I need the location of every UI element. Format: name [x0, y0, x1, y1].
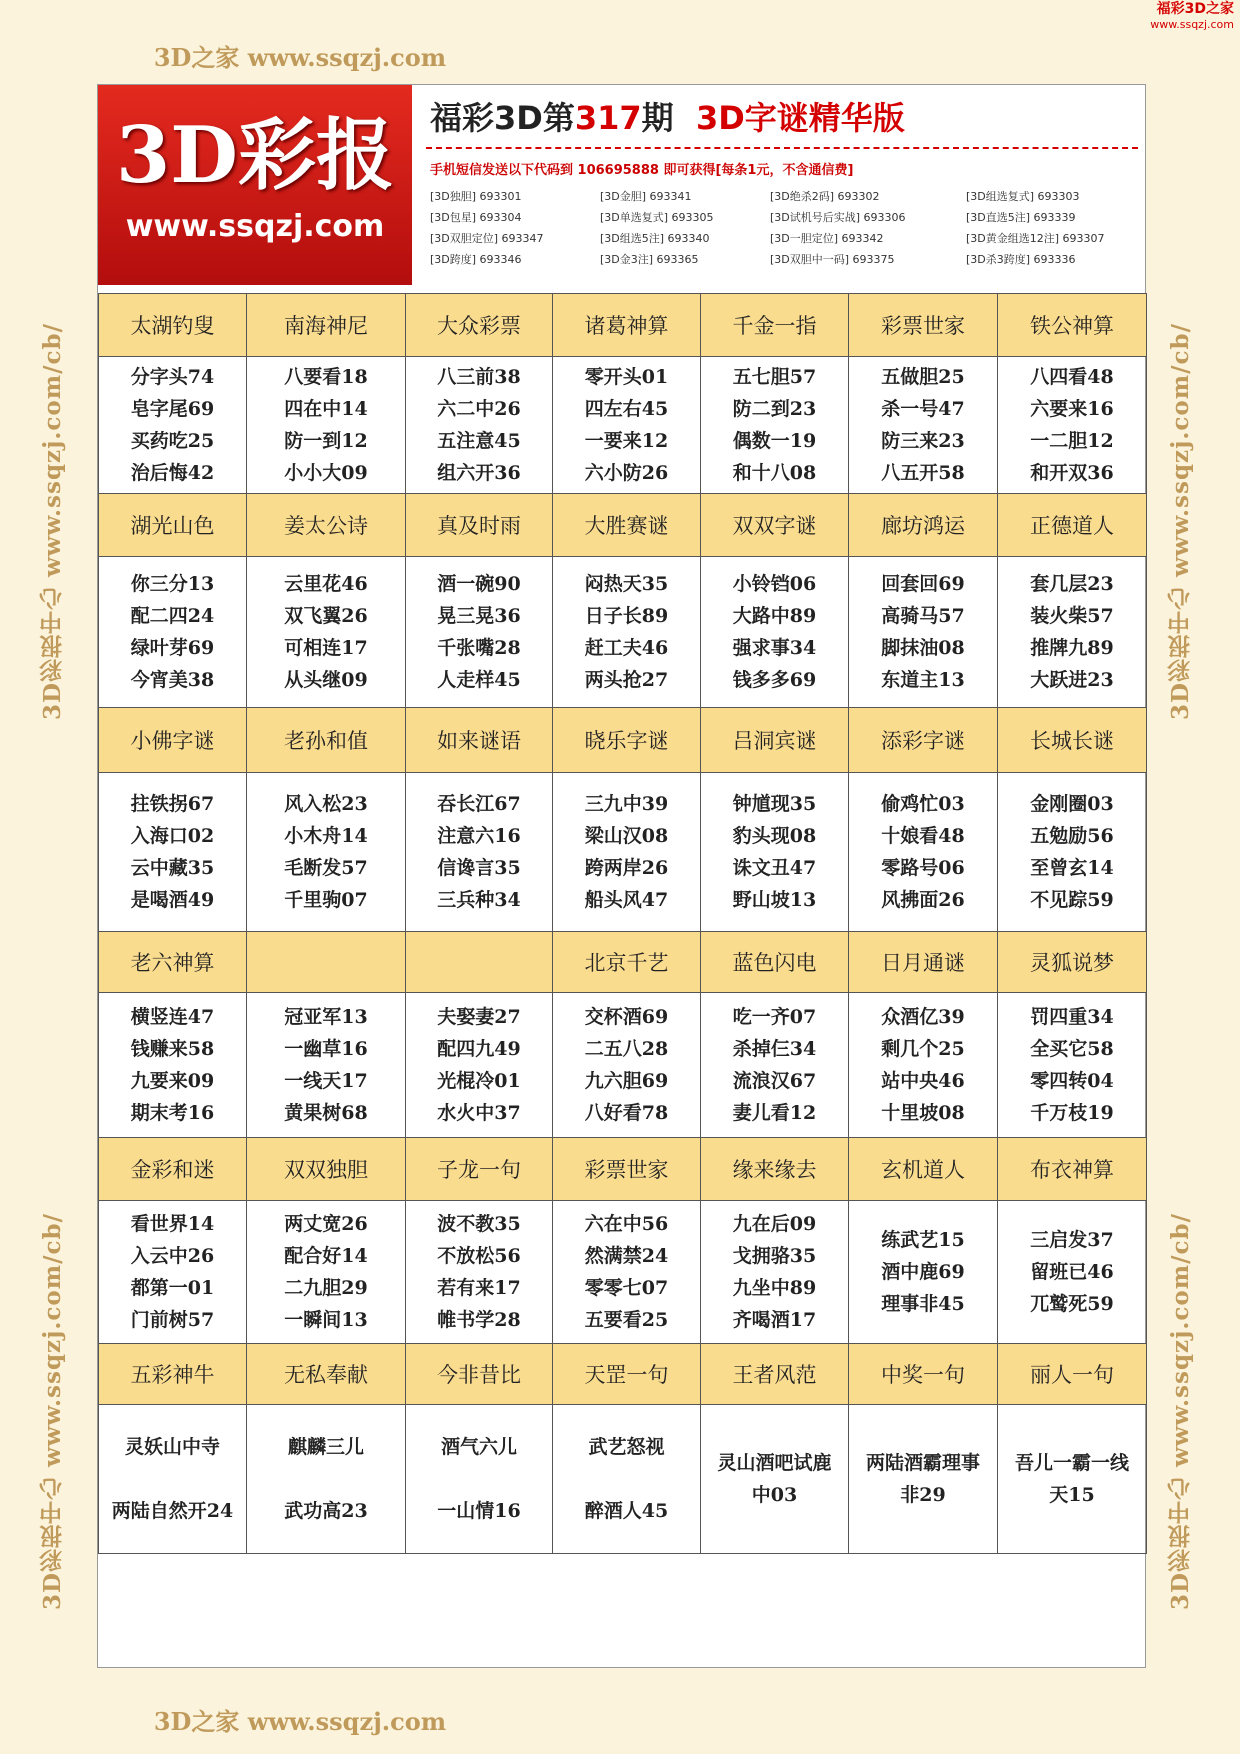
prediction-line: 八四看48: [1030, 366, 1114, 388]
prediction-line: 从头继09: [284, 669, 368, 691]
prediction-cell: [406, 993, 553, 1138]
prediction-line: 站中央46: [881, 1070, 965, 1092]
prediction-line: 帷书学28: [437, 1309, 521, 1331]
section-header-row: [99, 932, 1147, 993]
prediction-line: 闷热天35: [584, 573, 669, 595]
prediction-line: 练武艺15: [881, 1229, 965, 1251]
prediction-line: 推牌九89: [1030, 637, 1114, 659]
prediction-line: 豹头现08: [732, 825, 817, 847]
prediction-line: 钱多多69: [732, 669, 817, 691]
sms-code: [3D双胆中一码] 693375: [770, 253, 895, 266]
sms-code: [3D金胆] 693341: [600, 190, 692, 203]
column-header: 姜太公诗: [247, 494, 406, 557]
issue-number: 317: [574, 99, 642, 137]
prediction-line: 船头风47: [584, 889, 669, 911]
prediction-line: 脚抹油08: [881, 637, 965, 659]
corner-url: www.ssqzj.com: [1150, 18, 1234, 31]
column-header: 蓝色闪电: [701, 932, 849, 993]
prediction-line: 千万枝19: [1030, 1102, 1114, 1124]
prediction-line: 五要看25: [584, 1309, 669, 1331]
prediction-cell: [247, 993, 406, 1138]
column-header: 正德道人: [998, 494, 1147, 557]
prediction-line: 看世界14: [130, 1213, 215, 1235]
column-header: 五彩神牛: [99, 1344, 247, 1405]
prediction-line: 钱赚来58: [130, 1038, 215, 1060]
watermark-bottom: 3D之家 www.ssqzj.com: [153, 1707, 447, 1736]
prediction-line: 夫娶妻27: [437, 1006, 521, 1028]
column-header: 玄机道人: [849, 1138, 998, 1201]
spacer: [247, 1463, 405, 1495]
sms-code: [3D直选5注] 693339: [966, 211, 1076, 224]
column-header: 金彩和迷: [99, 1138, 247, 1201]
prediction-line: 交杯酒69: [584, 1006, 669, 1028]
prediction-line: 九在后09: [732, 1213, 817, 1235]
prediction-line: 酒气六儿: [440, 1436, 517, 1458]
sms-code: [3D双胆定位] 693347: [430, 232, 544, 245]
prediction-cell: [849, 993, 998, 1138]
prediction-line: 风拂面26: [881, 889, 965, 911]
column-header: 铁公神算: [998, 294, 1147, 357]
column-header: 丽人一句: [998, 1344, 1147, 1405]
prediction-line: 分字头74: [130, 366, 215, 388]
prediction-line: 买药吃25: [130, 430, 215, 452]
prediction-line: 齐喝酒17: [732, 1309, 817, 1331]
prediction-line: 横竖连47: [130, 1006, 215, 1028]
prediction-cell: [99, 557, 247, 708]
prediction-line: 双飞翼26: [284, 605, 368, 627]
prediction-cell: [701, 1201, 849, 1344]
prediction-line: 钟馗现35: [732, 793, 817, 815]
prediction-line: 九六胆69: [584, 1070, 669, 1092]
sms-code: [3D独胆] 693301: [430, 190, 522, 203]
prediction-line: 兀鹫死59: [1030, 1293, 1114, 1315]
prediction-line: 酒一碗90: [437, 573, 521, 595]
prediction-line: 二九胆29: [284, 1277, 368, 1299]
prediction-line: 戈拥骆35: [732, 1245, 817, 1267]
watermark-top: 3D之家 www.ssqzj.com: [153, 43, 447, 72]
column-header: 布衣神算: [998, 1138, 1147, 1201]
prediction-line: 五注意45: [437, 430, 521, 452]
column-header: 南海神尼: [247, 294, 406, 357]
prediction-line: 十娘看48: [881, 825, 965, 847]
prediction-line: 杀掉仨34: [732, 1038, 817, 1060]
prediction-line: 小木舟14: [284, 825, 368, 847]
prediction-cell: [553, 1405, 701, 1554]
prediction-line: 零路号06: [881, 857, 965, 879]
prediction-line: 配合好14: [284, 1245, 368, 1267]
column-header: [247, 932, 406, 993]
prediction-line: 武功高23: [284, 1500, 368, 1522]
prediction-cell: [998, 557, 1147, 708]
prediction-line: 强求事34: [732, 637, 817, 659]
prediction-cell: [247, 1201, 406, 1344]
prediction-line: 拄铁拐67: [130, 793, 215, 815]
prediction-line: 注意六16: [437, 825, 521, 847]
prediction-cell: [553, 773, 701, 932]
prediction-line: 光棍冷01: [437, 1070, 521, 1092]
section-header-row: [99, 294, 1147, 357]
corner-brand: [1150, 2, 1234, 32]
prediction-cell: [849, 773, 998, 932]
prediction-line: 六在中56: [584, 1213, 669, 1235]
prediction-row: [99, 773, 1147, 932]
prediction-line: 是喝酒49: [130, 889, 215, 911]
sms-code-list: [430, 188, 1138, 267]
column-header: 湖光山色: [99, 494, 247, 557]
prediction-line: 防二到23: [732, 398, 817, 420]
header: [426, 85, 1138, 285]
prediction-line: 你三分13: [130, 573, 215, 595]
prediction-line: 和开双36: [1030, 462, 1114, 484]
prediction-line: 东道主13: [881, 669, 965, 691]
prediction-line: 吃一齐07: [732, 1006, 817, 1028]
prediction-cell: [99, 1201, 247, 1344]
prediction-line: 四左右45: [584, 398, 669, 420]
prediction-cell: [701, 357, 849, 494]
prediction-line: 小小大09: [284, 462, 368, 484]
prediction-row: [99, 357, 1147, 494]
prediction-line: 罚四重34: [1030, 1006, 1114, 1028]
prediction-line: 零零七07: [584, 1277, 669, 1299]
prediction-line: 毛断发57: [284, 857, 368, 879]
prediction-line: 大路中89: [732, 605, 817, 627]
prediction-line: 偶数一19: [732, 430, 817, 452]
column-header: 吕洞宾谜: [701, 708, 849, 773]
title-mid: 期: [641, 99, 674, 137]
prediction-line: 至曾玄14: [1030, 857, 1114, 879]
prediction-line: 三九中39: [584, 793, 669, 815]
prediction-line: 大跃进23: [1030, 669, 1114, 691]
prediction-line: 零开头01: [584, 366, 669, 388]
prediction-line: 入海口02: [130, 825, 215, 847]
column-header: 子龙一句: [406, 1138, 553, 1201]
prediction-cell: [99, 993, 247, 1138]
column-header: 彩票世家: [849, 294, 998, 357]
prediction-cell: [406, 357, 553, 494]
prediction-cell: [247, 773, 406, 932]
prediction-line: 不见踪59: [1030, 889, 1114, 911]
column-header: 双双字谜: [701, 494, 849, 557]
prediction-line: 零四转04: [1030, 1070, 1114, 1092]
spacer: [406, 1463, 552, 1495]
prediction-cell: [406, 773, 553, 932]
column-header: 廊坊鸿运: [849, 494, 998, 557]
prediction-line: 回套回69: [881, 573, 965, 595]
column-header: 北京千艺: [553, 932, 701, 993]
section-header-row: [99, 1138, 1147, 1201]
prediction-line: 留班已46: [1030, 1261, 1114, 1283]
prediction-line: 九坐中89: [732, 1277, 817, 1299]
prediction-cell: [998, 993, 1147, 1138]
prediction-line: 绿叶芽69: [130, 637, 215, 659]
watermark-left-2: 3D彩报中心 www.ssqzj.com/cb/: [39, 1213, 66, 1610]
prediction-cell: [998, 357, 1147, 494]
column-header: 诸葛神算: [553, 294, 701, 357]
prediction-cell: [553, 1201, 701, 1344]
prediction-line: 三兵种34: [437, 889, 521, 911]
sms-code: [3D包星] 693304: [430, 211, 522, 224]
prediction-line: 三启发37: [1030, 1229, 1114, 1251]
prediction-cell: [247, 357, 406, 494]
prediction-row: [99, 1201, 1147, 1344]
prediction-cell: [849, 1405, 998, 1554]
prediction-line: 高骑马57: [881, 605, 965, 627]
corner-brand-name: 福彩3D之家: [1156, 1, 1234, 17]
prediction-line: 六二中26: [437, 398, 521, 420]
prediction-line: 流浪汉67: [732, 1070, 817, 1092]
prediction-cell: [406, 1405, 553, 1554]
prediction-line: 六小防26: [584, 462, 669, 484]
sms-code: [3D跨度] 693346: [430, 253, 522, 266]
column-header: 大胜赛谜: [553, 494, 701, 557]
prediction-line: 一幽草16: [284, 1038, 368, 1060]
watermark-right-1: 3D彩报中心 www.ssqzj.com/cb/: [1167, 323, 1194, 720]
prediction-line: 两陆酒霸理事非29: [865, 1452, 980, 1506]
prediction-line: 五做胆25: [881, 366, 965, 388]
sms-code: [3D黄金组选12注] 693307: [966, 232, 1105, 245]
column-header: 缘来缘去: [701, 1138, 849, 1201]
column-header: 中奖一句: [849, 1344, 998, 1405]
newspaper-frame: [97, 84, 1146, 1668]
section-header-row: [99, 708, 1147, 773]
prediction-line: 信谗言35: [437, 857, 521, 879]
prediction-line: 波不教35: [437, 1213, 521, 1235]
prediction-line: 冠亚军13: [284, 1006, 368, 1028]
prediction-line: 人走样45: [437, 669, 521, 691]
prediction-line: 一线天17: [284, 1070, 368, 1092]
prediction-line: 小铃铛06: [732, 573, 817, 595]
prediction-line: 防三来23: [881, 430, 965, 452]
column-header: 日月通谜: [849, 932, 998, 993]
prediction-line: 吾儿一霸一线天15: [1014, 1452, 1129, 1506]
watermark-left-1: 3D彩报中心 www.ssqzj.com/cb/: [39, 323, 66, 720]
prediction-line: 灵山酒吧试鹿中03: [717, 1452, 832, 1506]
prediction-line: 酒中鹿69: [881, 1261, 965, 1283]
column-header: 天罡一句: [553, 1344, 701, 1405]
watermark-right-2: 3D彩报中心 www.ssqzj.com/cb/: [1167, 1213, 1194, 1610]
title-prefix: 福彩3D第: [430, 99, 575, 137]
prediction-cell: [247, 1405, 406, 1554]
prediction-line: 二五八28: [584, 1038, 669, 1060]
prediction-line: 赶工夫46: [584, 637, 669, 659]
prediction-cell: [553, 357, 701, 494]
prediction-cell: [99, 357, 247, 494]
spacer: [99, 1463, 246, 1495]
prediction-line: 全买它58: [1030, 1038, 1114, 1060]
sms-code: [3D杀3跨度] 693336: [966, 253, 1076, 266]
prediction-line: 两陆自然开24: [111, 1500, 234, 1522]
column-header: 太湖钓叟: [99, 294, 247, 357]
logo-title: 3D彩报: [116, 110, 394, 201]
prediction-line: 妻儿看12: [732, 1102, 817, 1124]
prediction-cell: [553, 557, 701, 708]
column-header: 王者风范: [701, 1344, 849, 1405]
prediction-line: 八三前38: [437, 366, 521, 388]
column-header: 晓乐字谜: [553, 708, 701, 773]
prediction-line: 武艺怒视: [588, 1436, 665, 1458]
prediction-line: 吞长江67: [437, 793, 521, 815]
column-header: 大众彩票: [406, 294, 553, 357]
prediction-row: [99, 557, 1147, 708]
prediction-line: 日子长89: [584, 605, 669, 627]
sms-code: [3D绝杀2码] 693302: [770, 190, 880, 203]
prediction-line: 一要来12: [584, 430, 669, 452]
column-header: 如来谜语: [406, 708, 553, 773]
prediction-line: 麒麟三儿: [287, 1436, 364, 1458]
prediction-line: 十里坡08: [881, 1102, 965, 1124]
section-header-row: [99, 494, 1147, 557]
prediction-line: 剩几个25: [881, 1038, 965, 1060]
prediction-line: 可相连17: [284, 637, 368, 659]
column-header: 小佛字谜: [99, 708, 247, 773]
sms-code: [3D试机号后实战] 693306: [770, 211, 906, 224]
prediction-line: 千张嘴28: [437, 637, 521, 659]
page-title: [430, 93, 905, 139]
prediction-cell: [998, 773, 1147, 932]
prediction-line: 治后悔42: [130, 462, 215, 484]
prediction-line: 黄果树68: [284, 1102, 368, 1124]
prediction-cell: [998, 1201, 1147, 1344]
prediction-line: 跨两岸26: [584, 857, 669, 879]
prediction-line: 金刚圈03: [1030, 793, 1114, 815]
prediction-line: 然满禁24: [584, 1245, 669, 1267]
prediction-line: 五七胆57: [732, 366, 817, 388]
column-header: 今非昔比: [406, 1344, 553, 1405]
prediction-line: 八要看18: [284, 366, 368, 388]
prediction-line: 诛文丑47: [732, 857, 817, 879]
prediction-line: 理事非45: [881, 1293, 965, 1315]
prediction-cell: [99, 773, 247, 932]
prediction-row: [99, 993, 1147, 1138]
prediction-line: 灵妖山中寺: [124, 1436, 220, 1458]
prediction-cell: [247, 557, 406, 708]
spacer: [553, 1463, 700, 1495]
column-header: 老孙和值: [247, 708, 406, 773]
prediction-line: 云中藏35: [130, 857, 215, 879]
prediction-line: 梁山汉08: [584, 825, 669, 847]
prediction-line: 云里花46: [284, 573, 368, 595]
prediction-line: 千里驹07: [284, 889, 368, 911]
prediction-line: 若有来17: [437, 1277, 521, 1299]
prediction-line: 九要来09: [130, 1070, 215, 1092]
prediction-cell: [406, 557, 553, 708]
prediction-line: 期末考16: [130, 1102, 215, 1124]
prediction-line: 偷鸡忙03: [881, 793, 965, 815]
header-divider: [426, 147, 1138, 149]
prediction-line: 一山情16: [437, 1500, 521, 1522]
prediction-cell: [99, 1405, 247, 1554]
edition-name: 3D字谜精华版: [695, 99, 905, 137]
prediction-line: 六要来16: [1030, 398, 1114, 420]
prediction-line: 一二胆12: [1030, 430, 1114, 452]
prediction-row: [99, 1405, 1147, 1554]
prediction-line: 组六开36: [437, 462, 521, 484]
prediction-line: 今宵美38: [130, 669, 215, 691]
prediction-line: 醉酒人45: [584, 1500, 669, 1522]
prediction-line: 水火中37: [437, 1102, 521, 1124]
column-header: 长城长谜: [998, 708, 1147, 773]
prediction-line: 装火柴57: [1030, 605, 1114, 627]
prediction-line: 配二四24: [130, 605, 215, 627]
prediction-line: 四在中14: [284, 398, 368, 420]
column-header: 老六神算: [99, 932, 247, 993]
prediction-line: 两丈宽26: [284, 1213, 368, 1235]
sms-code: [3D组选5注] 693340: [600, 232, 710, 245]
sms-code: [3D单选复式] 693305: [600, 211, 714, 224]
prediction-cell: [406, 1201, 553, 1344]
prediction-line: 门前树57: [130, 1309, 215, 1331]
column-header: 真及时雨: [406, 494, 553, 557]
prediction-line: 皂字尾69: [130, 398, 215, 420]
sms-code: [3D一胆定位] 693342: [770, 232, 884, 245]
column-header: 灵狐说梦: [998, 932, 1147, 993]
section-header-row: [99, 1344, 1147, 1405]
column-header: 双双独胆: [247, 1138, 406, 1201]
logo-url: www.ssqzj.com: [125, 209, 385, 244]
prediction-cell: [701, 993, 849, 1138]
riddle-table: [98, 293, 1147, 1554]
prediction-line: 防一到12: [284, 430, 368, 452]
column-header: 无私奉献: [247, 1344, 406, 1405]
sms-code: [3D组选复式] 693303: [966, 190, 1080, 203]
prediction-line: 野山坡13: [732, 889, 817, 911]
prediction-line: 一瞬间13: [284, 1309, 368, 1331]
prediction-line: 杀一号47: [881, 398, 965, 420]
prediction-line: 配四九49: [437, 1038, 521, 1060]
prediction-cell: [849, 557, 998, 708]
prediction-cell: [701, 773, 849, 932]
column-header: [406, 932, 553, 993]
prediction-line: 八好看78: [584, 1102, 669, 1124]
prediction-cell: [998, 1405, 1147, 1554]
column-header: 彩票世家: [553, 1138, 701, 1201]
prediction-line: 不放松56: [437, 1245, 521, 1267]
prediction-line: 套几层23: [1030, 573, 1114, 595]
prediction-cell: [849, 357, 998, 494]
prediction-line: 风入松23: [284, 793, 368, 815]
prediction-cell: [849, 1201, 998, 1344]
prediction-cell: [701, 557, 849, 708]
sms-code: [3D金3注] 693365: [600, 253, 699, 266]
prediction-line: 和十八08: [732, 462, 817, 484]
column-header: 添彩字谜: [849, 708, 998, 773]
prediction-line: 入云中26: [130, 1245, 215, 1267]
prediction-line: 两头抢27: [584, 669, 669, 691]
prediction-cell: [701, 1405, 849, 1554]
sms-notice: 手机短信发送以下代码到 106695888 即可获得[每条1元，不含通信费]: [430, 163, 854, 178]
logo-block: [98, 85, 412, 285]
prediction-line: 五勉励56: [1030, 825, 1114, 847]
prediction-line: 众酒亿39: [881, 1006, 965, 1028]
column-header: 千金一指: [701, 294, 849, 357]
prediction-cell: [553, 993, 701, 1138]
prediction-line: 八五开58: [881, 462, 965, 484]
prediction-line: 晃三晃36: [437, 605, 521, 627]
prediction-line: 都第一01: [130, 1277, 215, 1299]
